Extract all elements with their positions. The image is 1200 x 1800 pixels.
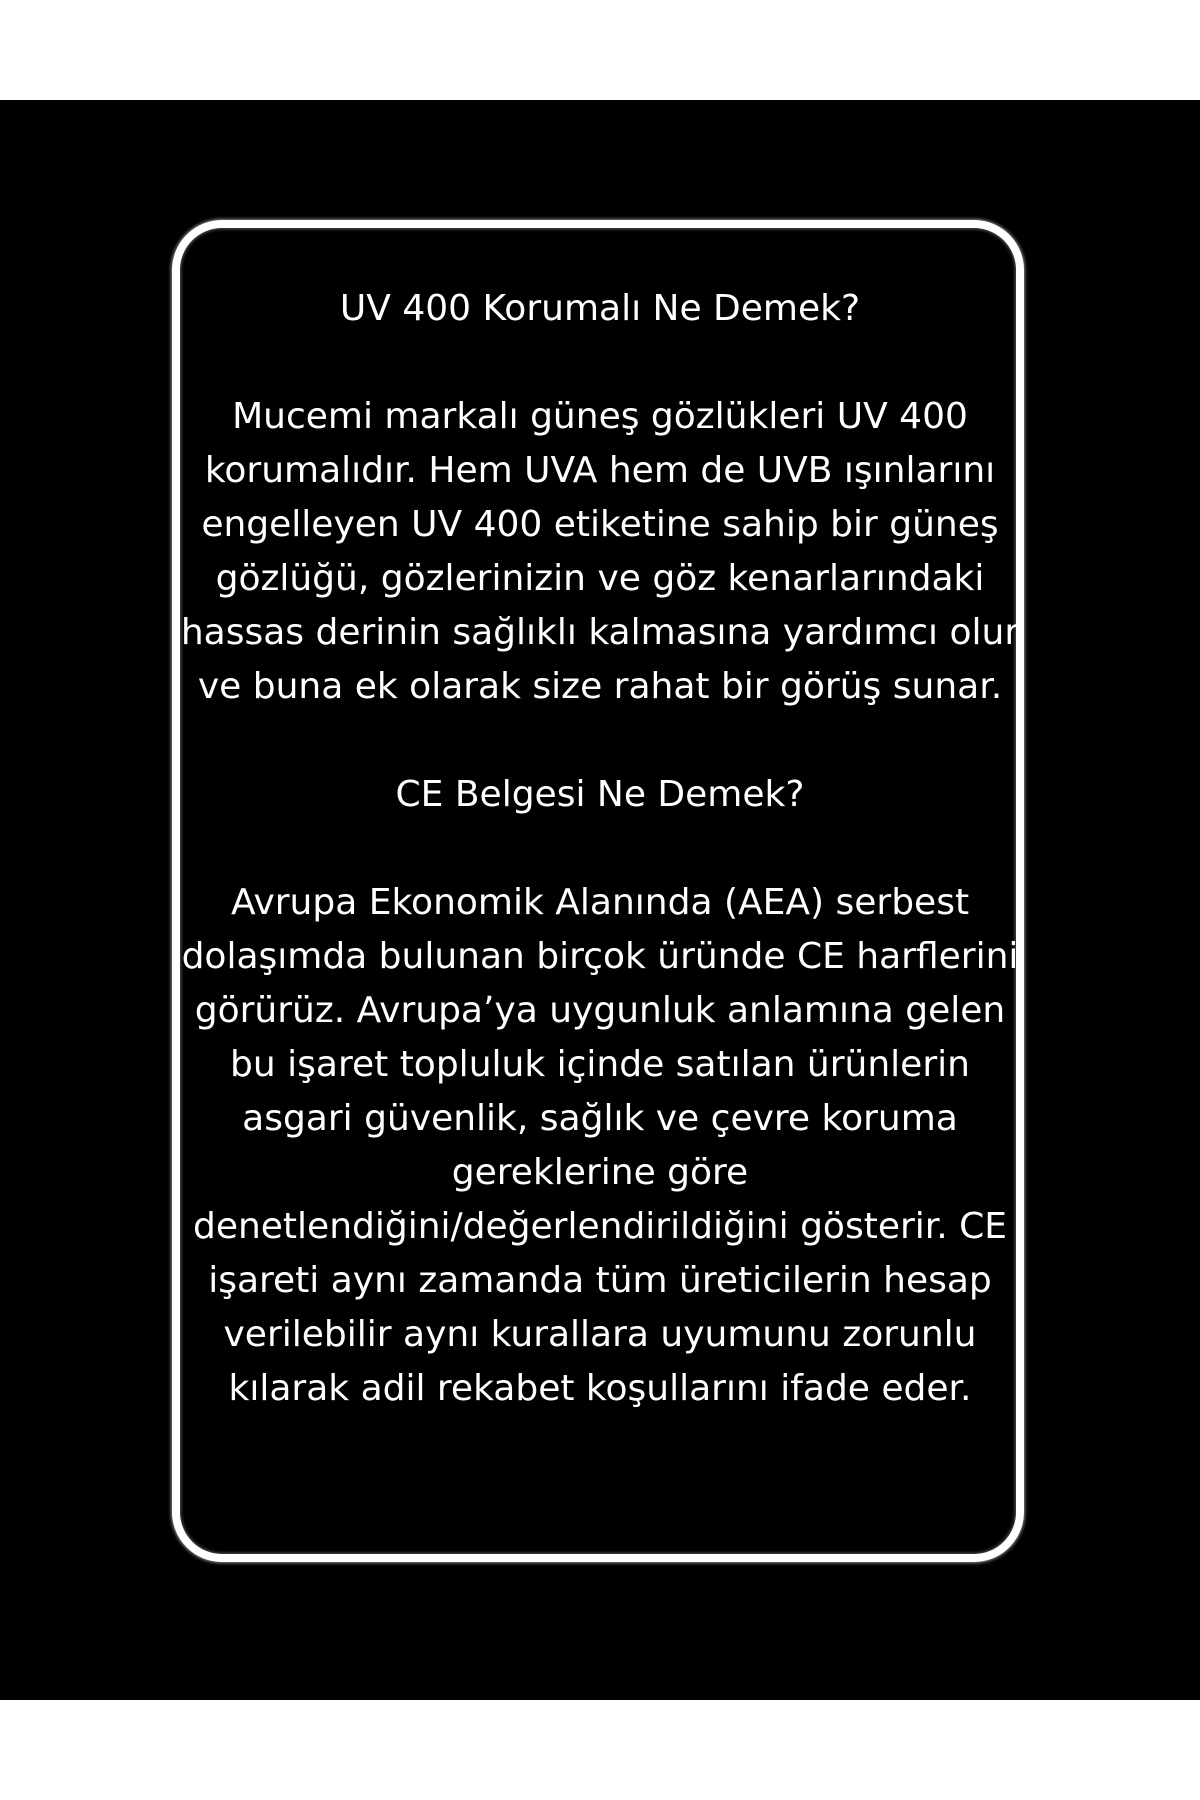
ce-heading: CE Belgesi Ne Demek? [395, 774, 805, 815]
spacer [180, 336, 1020, 390]
uv400-heading: UV 400 Korumalı Ne Demek? [339, 288, 861, 329]
uv400-description: Mucemi markalı güneş gözlükleri UV 400 korumalıdır. Hem UVA hem de UVB ışınlarını engelleyen UV 400 etiketine sahip bir güneş gözlüğü, gözlerinizin ve göz kenarlarındaki hassas derinin sağlıklı kalmasına yardımcı olur ve buna ek olarak size rahat bir görüş sunar. [180, 396, 1020, 707]
info-card-content [180, 282, 1020, 1416]
spacer [180, 822, 1020, 876]
spacer [180, 714, 1020, 768]
ce-description: Avrupa Ekonomik Alanında (AEA) serbest dolaşımda bulunan birçok üründe CE harflerini görürüz. Avrupa’ya uygunluk anlamına gelen bu işaret topluluk içinde satılan ürünlerin asgari güvenlik, sağlık ve çevre koruma gereklerine göre denetlendiğini/değerlendirildiğini gösterir. CE işareti aynı zamanda tüm üreticilerin hesap verilebilir aynı kurallara uyumunu zorunlu kılarak adil rekabet koşullarını ifade eder. [181, 882, 1019, 1409]
